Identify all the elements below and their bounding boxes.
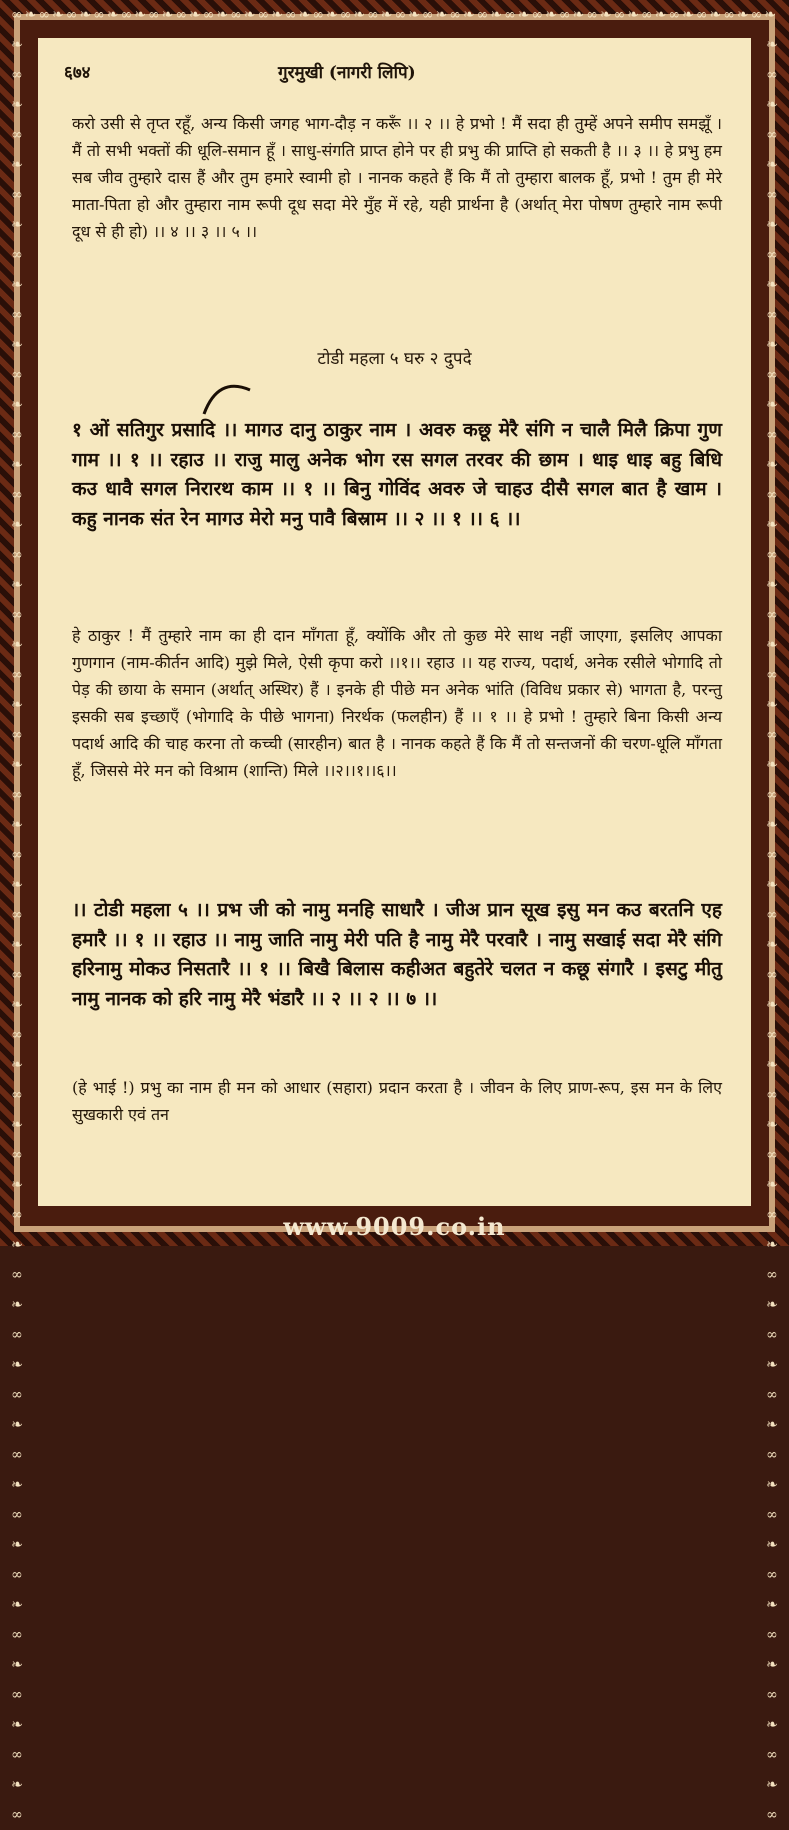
website-footer: www.9009.co.in — [283, 1212, 506, 1241]
top-ornament: ∞❧∞❧∞❧∞❧∞❧∞❧∞❧∞❧∞❧∞❧∞❧∞❧∞❧∞❧∞❧∞❧∞❧∞❧∞❧∞❧∞❧∞❧∞❧∞❧∞❧∞❧∞❧∞❧ — [11, 7, 778, 23]
page-number: ६७४ — [64, 63, 91, 83]
section-heading: टोडी महला ५ घरु २ दुपदे — [317, 349, 472, 369]
book-title: गुरमुखी (नागरी लिपि) — [278, 63, 416, 83]
gurbani-verse-1: १ ओं सतिगुर प्रसादि ।। मागउ दानु ठाकुर नाम । अवरु कछू मेरै संगि न चालै मिलै क्रिपा गुण गाम ।। १ ।। रहाउ ।। राजु मालु अनेक भोग रस सगल तरवर की छाम । धाइ धाइ बहु बिधि कउ धावै सगल निरारथ काम ।। १ ।। बिनु गोविंद अवरु जे चाहउ दीसै सगल बात है खाम । कहु नानक संत रेन मागउ मेरो मनु पावै बिस्राम ।। २ ।। १ ।। ६ ।। — [72, 419, 722, 530]
right-ornament: ❧ ∞ ❧ ∞ ❧ ∞ ❧ ∞ ❧ ∞ ❧ ∞ ❧ ∞ ❧ ∞ ❧ ∞ ❧ ∞ ❧ ∞ ❧ ∞ ❧ ∞ ❧ ∞ ❧ ∞ ❧ ∞ ❧ ∞ ❧ ∞ ❧ ∞ ❧ ∞ ❧ ∞ ❧ ∞ ❧ ∞ ❧ ∞ ❧ ∞ ❧ ∞ ❧ ∞ ❧ ∞ ❧ ∞ ❧ ∞ — [766, 37, 778, 1823]
translation-paragraph-1: करो उसी से तृप्त रहूँ, अन्य किसी जगह भाग-दौड़ न करूँ ।। २ ।। हे प्रभो ! मैं सदा ही तुम्हें अपने समीप समझूँ । मैं तो सभी भक्तों की धूलि-समान हूँ । साधु-संगति प्राप्त होने पर ही प्रभु की प्राप्ति हो सकती है ।। ३ ।। हे प्रभु हम सब जीव तुम्हारे दास हैं और तुम हमारे स्वामी हो । नानक कहते हैं कि मैं तो तुम्हारा बालक हूँ, प्रभो ! तुम ही मेरे माता-पिता हो और तुम्हारा नाम रूपी दूध सदा मेरे मुँह में रहे, यही प्रार्थना है (अर्थात् मेरा पोषण तुम्हारे नाम रूपी दूध से ही हो) ।। ४ ।। ३ ।। ५ ।। — [72, 114, 722, 241]
book-page — [38, 38, 751, 1206]
translation-paragraph-3: (हे भाई !) प्रभु का नाम ही मन को आधार (सहारा) प्रदान करता है । जीवन के लिए प्राण-रूप, इस मन के लिए सुखकारी एवं तन — [72, 1078, 722, 1124]
translation-paragraph-2: हे ठाकुर ! मैं तुम्हारे नाम का ही दान माँगता हूँ, क्योंकि और तो कुछ मेरे साथ नहीं जाएगा, इसलिए आपका गुणगान (नाम-कीर्तन आदि) मुझे मिले, ऐसी कृपा करो ।।१।। रहाउ ।। यह राज्य, पदार्थ, अनेक रसीले भोगादि तो पेड़ की छाया के समान (अर्थात् अस्थिर) हैं । इनके ही पीछे मन अनेक भांति (विविध प्रकार से) भागता है, परन्तु इसकी सब इच्छाएँ (भोगादि के पीछे भागना) निरर्थक (फलहीन) हैं ।। १ ।। हे प्रभो ! तुम्हारे बिना किसी अन्य पदार्थ आदि की चाह करना तो कच्ची (सारहीन) बात है । नानक कहते हैं कि मैं तो सन्तजनों की चरण-धूलि माँगता हूँ, जिससे मेरे मन को विश्राम (शान्ति) मिले ।।२।।१।।६।। — [72, 626, 722, 780]
omkar-arc-mark — [196, 376, 256, 416]
gurbani-verse-2: ।। टोडी महला ५ ।। प्रभ जी को नामु मनहि साधारै । जीअ प्रान सूख इसु मन कउ बरतनि एह हमारै ।। १ ।। रहाउ ।। नामु जाति नामु मेरी पति है नामु मेरै परवारै । नामु सखाई सदा मेरै संगि हरिनामु मोकउ निसतारै ।। १ ।। बिखै बिलास कहीअत बहुतेरे चलत न कछू संगारै । इसटु मीतु नामु नानक को हरि नामु मेरै भंडारै ।। २ ।। २ ।। ७ ।। — [72, 899, 722, 1010]
left-ornament: ❧ ∞ ❧ ∞ ❧ ∞ ❧ ∞ ❧ ∞ ❧ ∞ ❧ ∞ ❧ ∞ ❧ ∞ ❧ ∞ ❧ ∞ ❧ ∞ ❧ ∞ ❧ ∞ ❧ ∞ ❧ ∞ ❧ ∞ ❧ ∞ ❧ ∞ ❧ ∞ ❧ ∞ ❧ ∞ ❧ ∞ ❧ ∞ ❧ ∞ ❧ ∞ ❧ ∞ ❧ ∞ ❧ ∞ ❧ ∞ — [11, 37, 23, 1823]
